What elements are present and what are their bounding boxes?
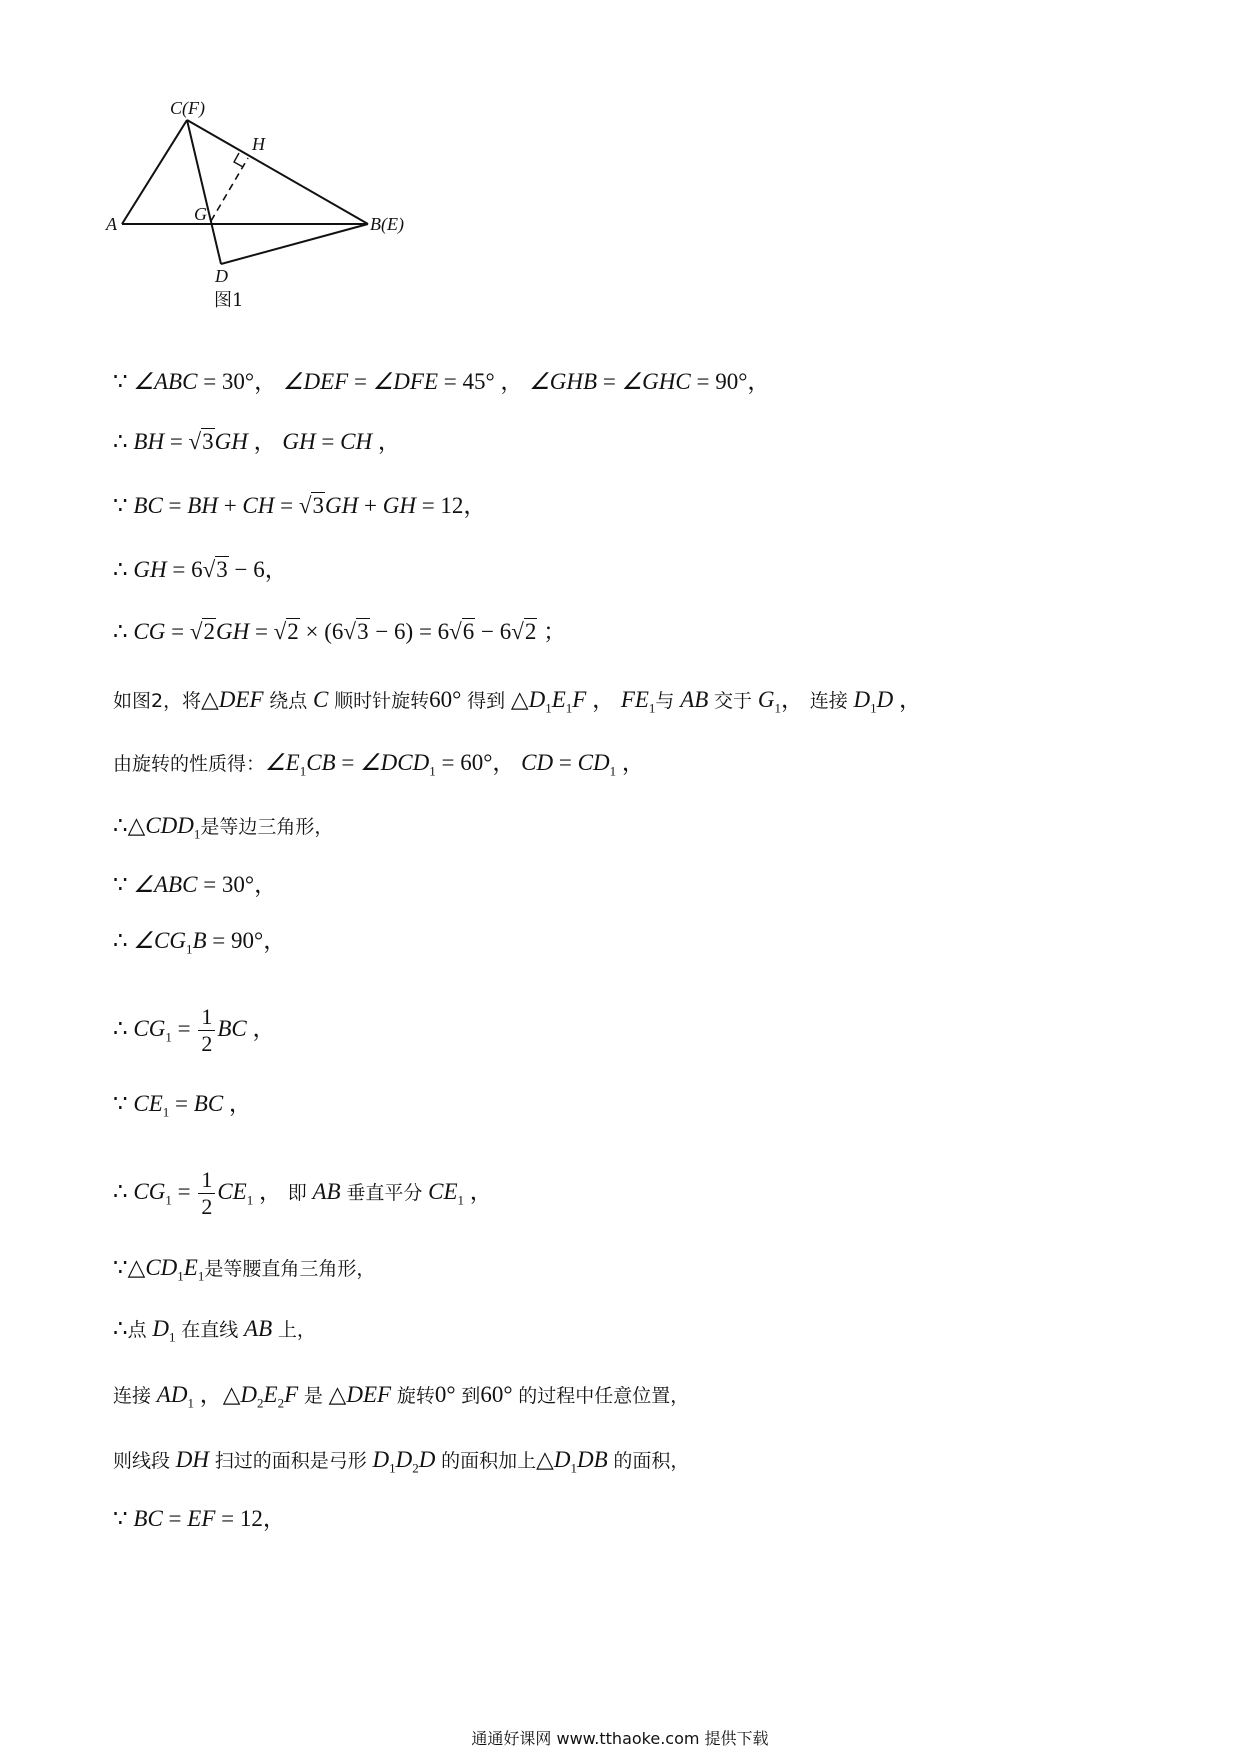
label-d: D — [215, 266, 228, 286]
label-c: C(F) — [170, 100, 205, 118]
line-2: ∴ BH = √3GH ， GH = CH ， — [113, 429, 401, 454]
line-12: ∵ $CE_1$ = BC ， — [113, 1091, 252, 1120]
segment-cb — [187, 120, 368, 224]
line-9: ∵ ∠ABC = 30°， — [113, 872, 278, 897]
right-angle-mark — [234, 153, 243, 167]
line-16: 连接 $AD_1$ ，$\triangle D_2E_2F$ 是 △DEF 旋转0° 到60° 的过程中任意位置， — [113, 1382, 690, 1411]
segment-cd — [187, 120, 221, 264]
figure-1 — [100, 100, 420, 315]
line-5: ∴ CG = √2GH = √2 × (6√3 − 6) = 6√6 − 6√2 ； — [113, 619, 567, 644]
segment-db — [221, 224, 368, 264]
label-h: H — [252, 134, 265, 154]
line-17: 则线段 DH 扫过的面积是弓形 $D_1D_2D$ 的面积加上$\triangle D_1DB$ 的面积， — [113, 1447, 690, 1476]
line-4: ∴ GH = 6√3 − 6， — [113, 557, 288, 582]
figure-caption: 图1 — [214, 290, 244, 311]
footer: 通通好课网 www.tthaoke.com 提供下载 — [471, 1729, 769, 1748]
segment-ca — [122, 120, 187, 224]
line-7: 由旋转的性质得：$\angle E_1CB$ = $\angle DCD_1 = 60^\circ$， CD = $CD_1$ ， — [113, 750, 645, 779]
line-11: ∴ $CG_1$ = $\frac{1}{2}$ BC ， — [113, 1004, 276, 1056]
label-a: A — [106, 214, 117, 234]
line-13: ∴ $CG_1$ = $\frac{1}{2}$ $CE_1$ ， 即 AB 垂直平分 $CE_1$ ， — [113, 1167, 493, 1219]
line-6: 如图2，将△DEF 绕点 C 顺时针旋转60° 得到 $\triangle D_1E_1F$ ， $FE_1$与 AB 交于 $G_1$， 连接 $D_1D$ ， — [113, 687, 922, 716]
line-15: ∴点 $D_1$ 在直线 AB 上， — [113, 1316, 316, 1345]
line-18: ∵ BC = EF = 12， — [113, 1506, 286, 1531]
label-g: G — [194, 204, 207, 224]
line-10: ∴ $\angle CG_1B = 90^\circ$， — [113, 928, 287, 957]
line-8: $\therefore\triangle CDD_1$是等边三角形， — [113, 813, 334, 842]
line-14: $\because\triangle CD_1E_1$是等腰直角三角形， — [113, 1255, 376, 1284]
line-1: ∵ ∠ABC = 30°， ∠DEF = ∠DFE = 45° ， ∠GHB = ∠GHC = 90°， — [113, 369, 771, 394]
label-b: B(E) — [370, 214, 404, 234]
line-3: ∵ BC = BH + CH = √3GH + GH = 12， — [113, 493, 487, 518]
